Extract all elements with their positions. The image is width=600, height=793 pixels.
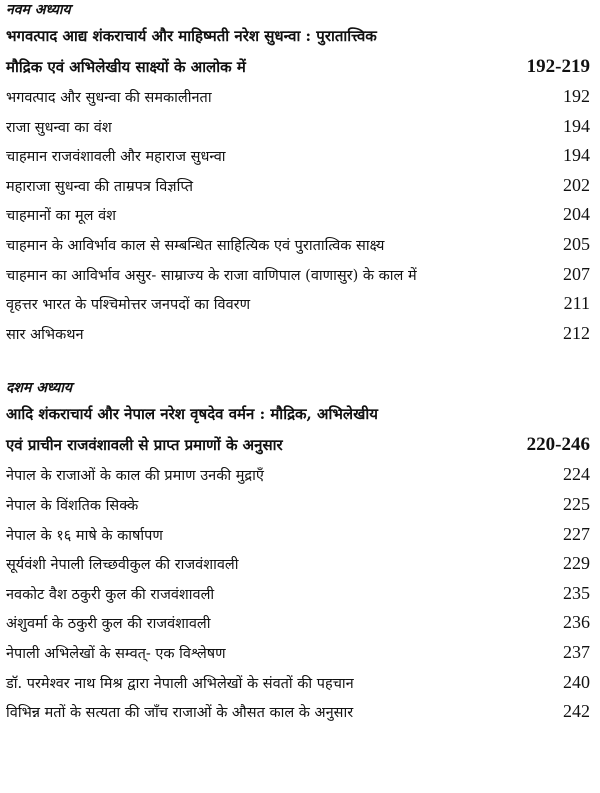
entry-page: 227 bbox=[563, 523, 590, 544]
entry-page: 242 bbox=[563, 701, 590, 722]
entry-page: 207 bbox=[563, 263, 590, 284]
chapter-title-line2: एवं प्राचीन राजवंशावली से प्राप्त प्रमाणों के अनुसार bbox=[6, 436, 283, 455]
toc-entry[interactable] bbox=[6, 579, 590, 609]
chapter-title-line2: मौद्रिक एवं अभिलेखीय साक्ष्यों के आलोक में bbox=[6, 58, 246, 76]
chapter-9 bbox=[6, 0, 590, 348]
chapter-page-range: 220-246 bbox=[526, 434, 590, 456]
entry-list bbox=[6, 82, 590, 348]
chapter-title-row bbox=[6, 52, 590, 82]
chapter-label: दशम अध्याय bbox=[6, 380, 73, 397]
entry-title: चाहमान राजवंशावली और महाराज सुधन्वा bbox=[6, 149, 226, 166]
entry-title: डॉ. परमेश्वर नाथ मिश्र द्वारा नेपाली अभिलेखों के संवतों की पहचान bbox=[6, 675, 354, 692]
entry-page: 237 bbox=[563, 641, 590, 662]
toc-entry[interactable] bbox=[6, 319, 590, 349]
entry-title: नेपाली अभिलेखों के सम्वत्- एक विश्लेषण bbox=[6, 645, 226, 662]
toc-entry[interactable] bbox=[6, 697, 590, 727]
toc-entry[interactable] bbox=[6, 608, 590, 638]
entry-title: चाहमानों का मूल वंश bbox=[6, 208, 117, 225]
entry-title: सूर्यवंशी नेपाली लिच्छवीकुल की राजवंशावली bbox=[6, 557, 239, 574]
entry-page: 212 bbox=[563, 322, 590, 343]
entry-page: 235 bbox=[563, 582, 590, 603]
entry-title: अंशुवर्मा के ठकुरी कुल की राजवंशावली bbox=[6, 616, 211, 633]
entry-title: महाराजा सुधन्वा की ताम्रपत्र विज्ञप्ति bbox=[6, 178, 194, 195]
toc-entry[interactable] bbox=[6, 668, 590, 698]
entry-page: 211 bbox=[563, 293, 590, 314]
toc-page bbox=[6, 0, 590, 727]
entry-title: नवकोट वैश ठकुरी कुल की राजवंशावली bbox=[6, 586, 215, 603]
entry-page: 225 bbox=[563, 493, 590, 514]
chapter-10 bbox=[6, 378, 590, 726]
toc-entry[interactable] bbox=[6, 82, 590, 112]
entry-page: 236 bbox=[563, 612, 590, 633]
entry-title: भगवत्पाद और सुधन्वा की समकालीनता bbox=[6, 90, 212, 106]
toc-entry[interactable] bbox=[6, 289, 590, 319]
entry-title: नेपाल के विंशतिक सिक्के bbox=[6, 497, 139, 514]
chapter-title-row bbox=[6, 430, 590, 460]
toc-entry[interactable] bbox=[6, 549, 590, 579]
toc-entry[interactable] bbox=[6, 490, 590, 520]
entry-page: 194 bbox=[563, 115, 590, 136]
toc-entry[interactable] bbox=[6, 230, 590, 260]
entry-title: विभिन्न मतों के सत्यता की जाँच राजाओं के औसत काल के अनुसार bbox=[6, 705, 354, 722]
entry-page: 224 bbox=[563, 464, 590, 485]
entry-page: 229 bbox=[563, 553, 590, 574]
entry-page: 202 bbox=[563, 174, 590, 195]
toc-entry[interactable] bbox=[6, 260, 590, 290]
entry-title: चाहमान का आविर्भाव असुर- साम्राज्य के राजा वाणिपाल (वाणासुर) के काल में bbox=[6, 267, 417, 284]
entry-title: नेपाल के राजाओं के काल की प्रमाण उनकी मुद्राएँ bbox=[6, 468, 264, 485]
entry-title: चाहमान के आविर्भाव काल से सम्बन्धित साहित्यिक एवं पुरातात्विक साक्ष्य bbox=[6, 237, 385, 254]
toc-entry[interactable] bbox=[6, 460, 590, 490]
toc-entry[interactable] bbox=[6, 520, 590, 550]
chapter-label: नवम अध्याय bbox=[6, 2, 71, 18]
toc-entry[interactable] bbox=[6, 141, 590, 171]
toc-entry[interactable] bbox=[6, 112, 590, 142]
entry-page: 240 bbox=[563, 671, 590, 692]
entry-page: 194 bbox=[563, 145, 590, 166]
chapter-title-line1: आदि शंकराचार्य और नेपाल नरेश वृषदेव वर्मन : मौद्रिक, अभिलेखीय bbox=[6, 405, 378, 424]
entry-title: सार अभिकथन bbox=[6, 326, 84, 343]
entry-page: 205 bbox=[563, 233, 590, 254]
chapter-title-line1: भगवत्पाद आद्य शंकराचार्य और माहिष्मती नरेश सुधन्वा : पुरातात्त्विक bbox=[6, 27, 377, 45]
chapter-spacer bbox=[6, 348, 590, 378]
entry-list bbox=[6, 460, 590, 726]
entry-title: नेपाल के १६ माषे के कार्षापण bbox=[6, 527, 163, 544]
toc-entry[interactable] bbox=[6, 171, 590, 201]
entry-page: 192 bbox=[563, 86, 590, 106]
toc-entry[interactable] bbox=[6, 200, 590, 230]
entry-title: वृहत्तर भारत के पश्चिमोत्तर जनपदों का विवरण bbox=[6, 297, 251, 314]
toc-entry[interactable] bbox=[6, 638, 590, 668]
entry-title: राजा सुधन्वा का वंश bbox=[6, 119, 112, 136]
entry-page: 204 bbox=[563, 204, 590, 225]
chapter-page-range: 192-219 bbox=[526, 56, 590, 77]
